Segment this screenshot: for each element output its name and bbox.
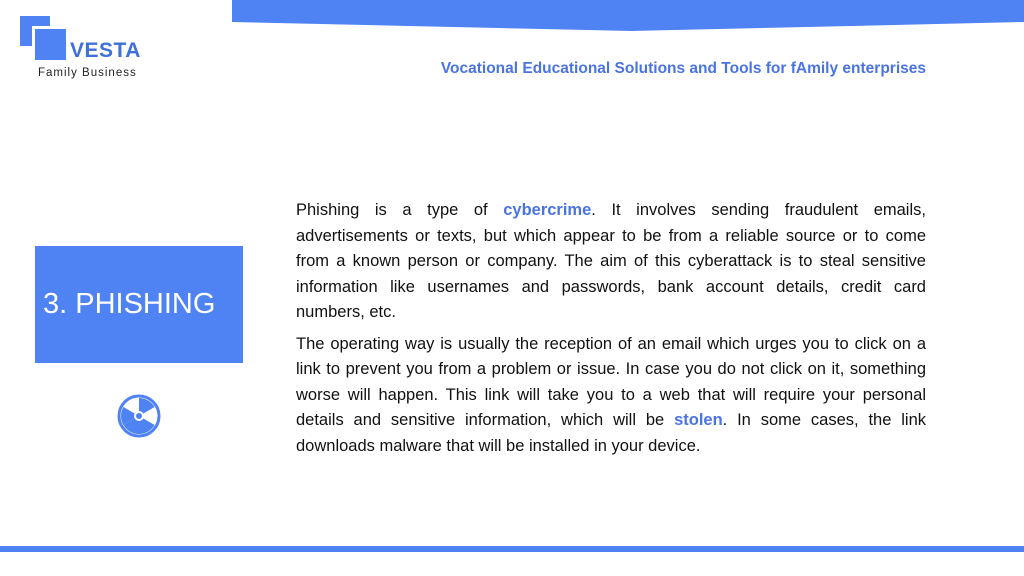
p1-text-start: Phishing is a type of bbox=[296, 201, 504, 219]
highlight-stolen: stolen bbox=[674, 411, 723, 429]
paragraph-definition bbox=[296, 198, 926, 326]
vesta-logo bbox=[20, 16, 150, 84]
radiation-hazard-icon bbox=[117, 394, 161, 438]
p2-text-start: The operating way is usually the reception of an email which urges you to click on a link to prevent you from a problem or issue. In case you do not click on it, something worse will happen. This link will take you to a web that will require your personal details and sensitive information, which will be bbox=[296, 334, 926, 429]
top-decorative-band bbox=[232, 0, 1024, 31]
logo-name: VESTA bbox=[70, 39, 141, 62]
header-title: Vocational Educational Solutions and Tools for fAmily enterprises bbox=[440, 60, 926, 77]
section-title: 3. PHISHING bbox=[43, 288, 216, 320]
p1-text-end: . It involves sending fraudulent emails, advertisements or texts, but which appear to be from a reliable source or to come from a known person or company. The aim of this cyberattack is to steal sensitive information like usernames and passwords, bank account details, credit card numbers, etc. bbox=[296, 201, 926, 321]
paragraph-operation bbox=[296, 332, 926, 460]
bottom-rule bbox=[0, 546, 1024, 552]
logo-subtitle: Family Business bbox=[38, 67, 137, 79]
p2-text-end: . In some cases, the link downloads malware that will be installed in your device. bbox=[296, 411, 927, 455]
body-text bbox=[296, 198, 926, 465]
logo-mark-overlay bbox=[32, 26, 66, 60]
section-title-box bbox=[35, 246, 243, 363]
highlight-cybercrime: cybercrime bbox=[503, 201, 592, 219]
